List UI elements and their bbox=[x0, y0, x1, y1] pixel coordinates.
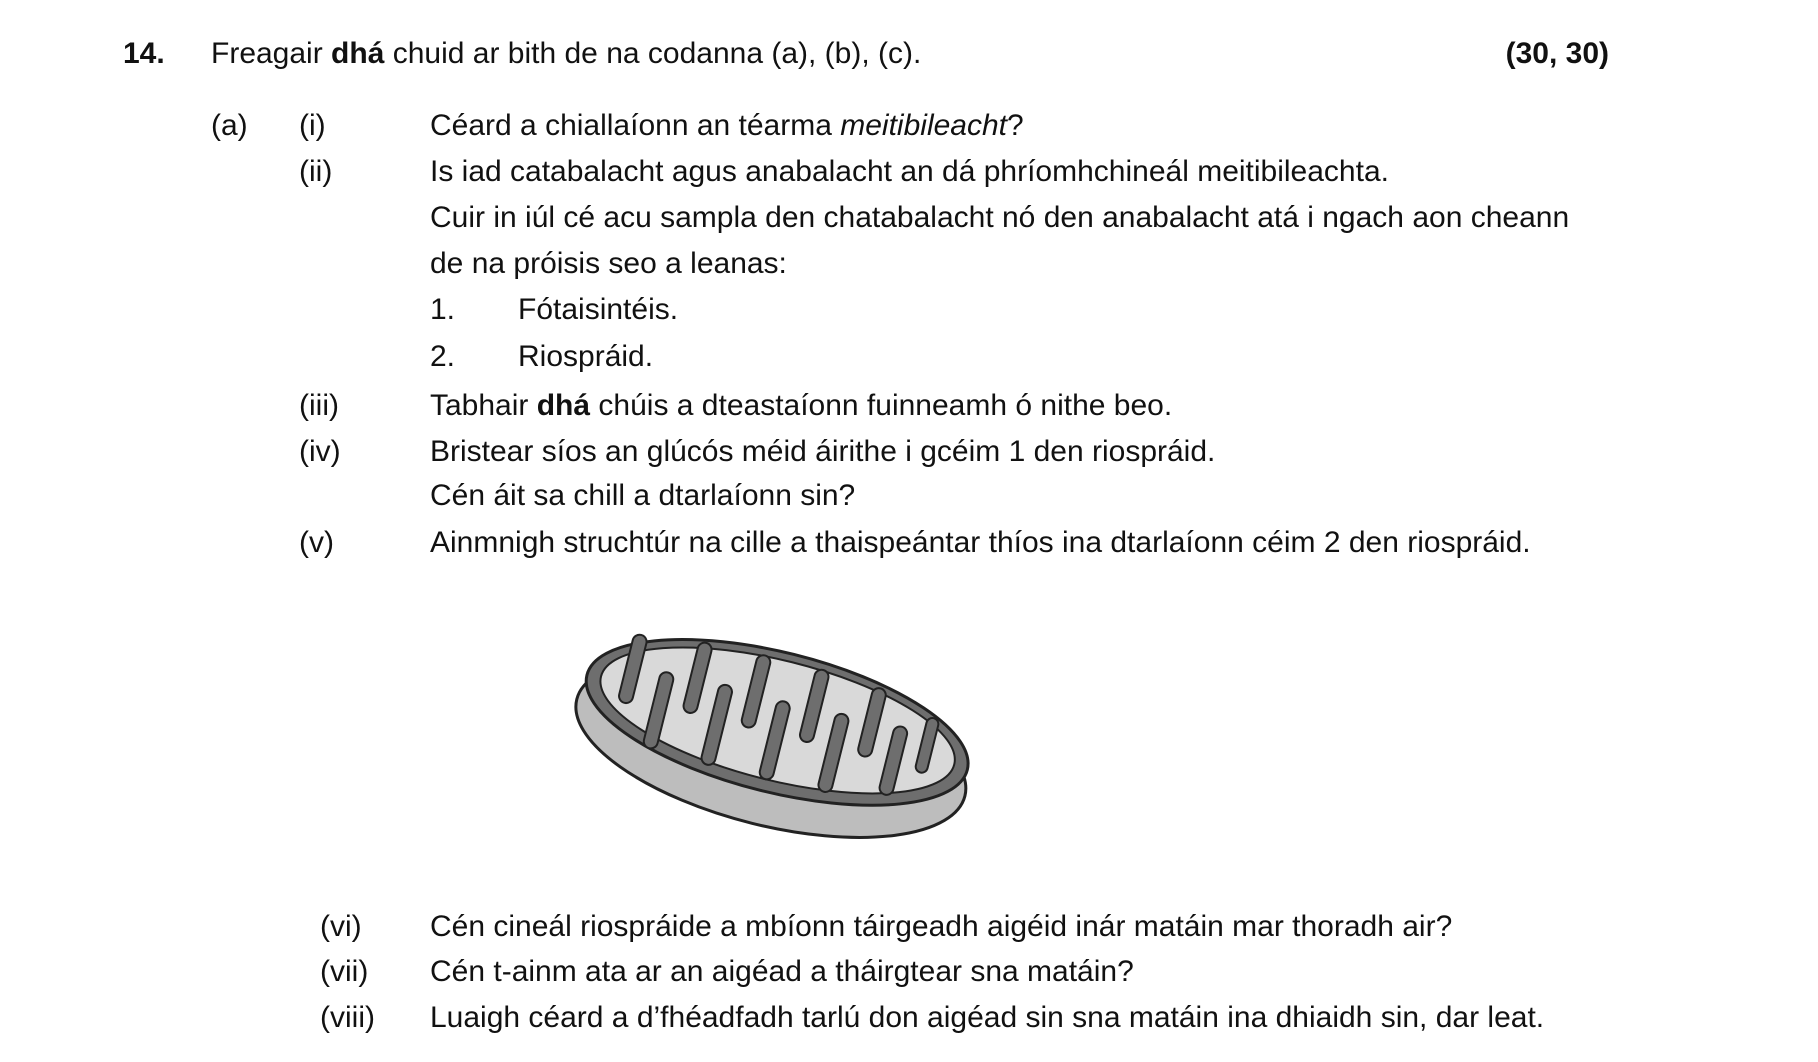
marks: (30, 30) bbox=[1505, 37, 1609, 70]
list-item: Fótaisintéis. bbox=[518, 293, 679, 326]
text: Céard a chiallaíonn an téarma bbox=[430, 109, 841, 142]
item-text: Cén t-ainm ata ar an aigéad a tháirgtear sna matáin? bbox=[430, 955, 1134, 988]
text: chúis a dteastaíonn fuinneamh ó nithe beo. bbox=[590, 389, 1173, 422]
item-text: Bristear síos an glúcós méid áirithe i gcéim 1 den riospráid. bbox=[430, 435, 1216, 468]
list-item: Riospráid. bbox=[518, 340, 654, 373]
text: ? bbox=[1007, 109, 1024, 142]
text: Tabhair bbox=[430, 389, 537, 422]
item-text bbox=[430, 108, 1024, 144]
item-number: (i) bbox=[299, 109, 326, 142]
list-number: 1. bbox=[430, 293, 456, 326]
question-instruction bbox=[211, 36, 921, 72]
item-number: (v) bbox=[299, 526, 334, 559]
item-text: Cuir in iúl cé acu sampla den chatabalacht nó den anabalacht atá i ngach aon cheann bbox=[430, 201, 1570, 234]
instruction-text: chuid ar bith de na codanna (a), (b), (c). bbox=[384, 37, 922, 70]
item-number: (vi) bbox=[320, 910, 362, 943]
mitochondrion-illustration bbox=[569, 630, 979, 840]
item-text: Cén cineál riospráide a mbíonn táirgeadh aigéid inár matáin mar thoradh air? bbox=[430, 910, 1453, 943]
instruction-emphasis: dhá bbox=[331, 37, 385, 70]
item-text: de na próisis seo a leanas: bbox=[430, 247, 787, 280]
item-text: Is iad catabalacht agus anabalacht an dá phríomhchineál meitibileachta. bbox=[430, 155, 1389, 188]
list-number: 2. bbox=[430, 340, 456, 373]
question-number: 14. bbox=[123, 37, 165, 70]
term: meitibileacht bbox=[840, 109, 1007, 142]
item-number: (iii) bbox=[299, 389, 339, 422]
item-number: (vii) bbox=[320, 955, 369, 988]
emphasis: dhá bbox=[536, 389, 591, 422]
part-label: (a) bbox=[211, 109, 248, 142]
item-text: Cén áit sa chill a dtarlaíonn sin? bbox=[430, 479, 856, 512]
item-number: (viii) bbox=[320, 1001, 375, 1034]
item-text: Luaigh céard a d’fhéadfadh tarlú don aigéad sin sna matáin ina dhiaidh sin, dar leat. bbox=[430, 1001, 1545, 1034]
instruction-text: Freagair bbox=[211, 37, 332, 70]
item-number: (iv) bbox=[299, 435, 341, 468]
item-number: (ii) bbox=[299, 155, 333, 188]
item-text bbox=[430, 388, 1172, 424]
item-text: Ainmnigh struchtúr na cille a thaispeántar thíos ina dtarlaíonn céim 2 den riospráid. bbox=[430, 526, 1531, 559]
